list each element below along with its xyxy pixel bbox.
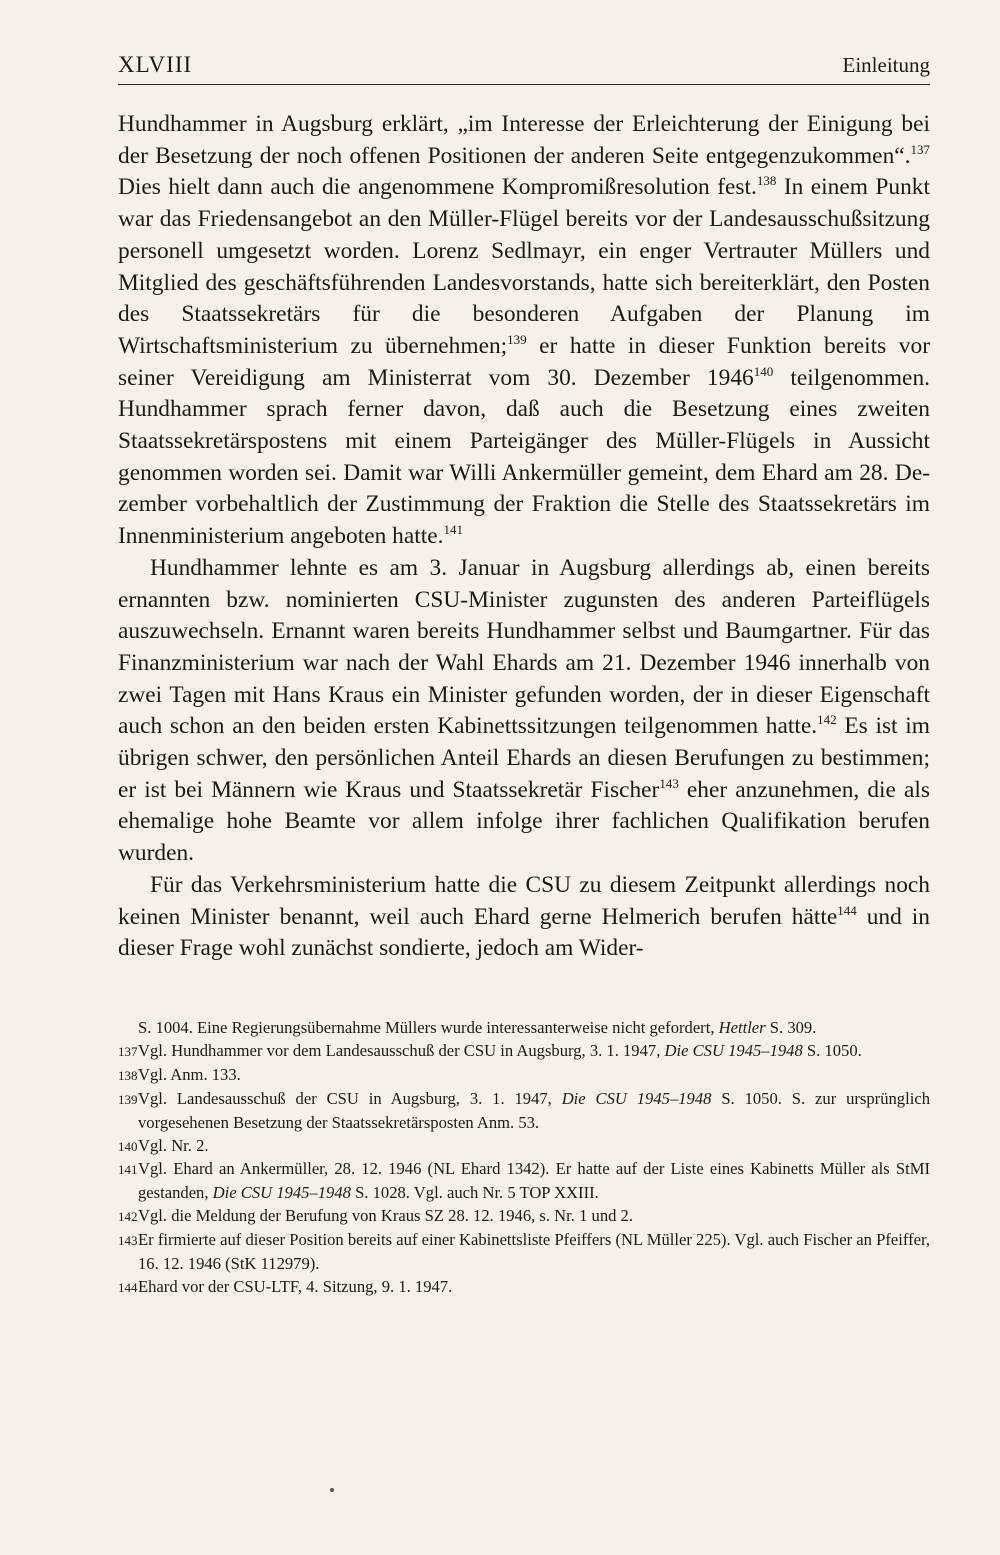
- page-number: XLVIII: [118, 52, 193, 77]
- text-run: Vgl. Hundhammer vor dem Landesausschuß der CSU in Augsburg, 3. 1. 1947,: [138, 1040, 665, 1060]
- footnote-reference: 137: [910, 141, 930, 157]
- footnote: [118, 1205, 930, 1229]
- footnote-number: 144: [118, 1279, 138, 1295]
- text-run: In einem Punkt war das Friedensangebot an den Müller-Flügel bereits vor der Landesausschußsitzung personell umgesetzt worden. Lorenz Sedlmayr, ein enger Vertrauter Müllers und Mitglied des geschäftsführenden Landesvorstands, hatte sich bereiterklärt, den Posten des Staatssekretärs für die besonderen Aufgaben der Planung im Wirtschaftsministerium zu übernehmen;: [118, 174, 930, 359]
- italic-citation: Die CSU 1945–1948: [561, 1088, 712, 1108]
- italic-citation: Hettler: [718, 1017, 766, 1037]
- footnote-number: 137: [118, 1043, 138, 1059]
- footnote: [118, 1158, 930, 1205]
- footnote-reference: 143: [659, 775, 679, 791]
- footnote-reference: 142: [817, 712, 837, 728]
- section-title: Einleitung: [842, 53, 930, 77]
- text-run: S. 1050. S. zur ursprünglich vorgesehenen Besetzung der Staatssekretärsposten Anm. 53.: [138, 1088, 930, 1132]
- text-run: Ehard vor der CSU-LTF, 4. Sitzung, 9. 1. 1947.: [138, 1276, 453, 1296]
- text-run: Vgl. Nr. 2.: [138, 1135, 209, 1155]
- footnote-number: 139: [118, 1091, 138, 1107]
- paragraph: [118, 553, 930, 870]
- paper-speck: [330, 1488, 334, 1492]
- text-run: Hundhammer in Augsburg erklärt, „im Interesse der Erleichterung der Einigung bei der Besetzung der noch offenen Positionen der anderen Seite entgegenzukommen“.: [118, 111, 930, 169]
- footnote: [118, 1135, 930, 1159]
- paragraph: [118, 109, 930, 553]
- text-run: Hundhammer lehnte es am 3. Januar in Augsburg allerdings ab, einen bereits ernannten bzw. nominierten CSU-Minister zugunsten des anderen Parteiflügels auszuwechseln. Ernannt waren bereits Hundhammer selbst und Baumgartner. Für das Finanzministerium war nach der Wahl Ehards am 21. Dezember 1946 innerhalb von zwei Tagen mit Hans Kraus ein Minister gefunden worden, der in dieser Eigenschaft auch schon an den beiden ersten Kabinettssitzungen teilgenommen hatte.: [118, 554, 930, 740]
- footnote: [118, 1088, 930, 1135]
- text-run: Vgl. Ehard an Ankermüller, 28. 12. 1946 (NL Ehard 1342). Er hatte auf der Liste eines Kabinetts Müller als StMI gestanden,: [138, 1159, 930, 1203]
- footnote-number: 138: [118, 1067, 138, 1083]
- footnote: [118, 1064, 930, 1088]
- text-run: Es ist im übrigen schwer, den persönlichen Anteil Ehards an diesen Berufungen zu bestimmen; er ist bei Männern wie Kraus und Staatssekretär Fischer: [118, 713, 930, 803]
- running-header: [118, 44, 930, 85]
- text-run: S. 309.: [765, 1017, 817, 1037]
- text-run: er hatte in dieser Funktion bereits vor seiner Vereidigung am Ministerrat vom 30. Dezember 1946: [118, 332, 930, 391]
- footnote-number: 140: [118, 1138, 138, 1154]
- body-text: [118, 109, 930, 965]
- text-run: S. 1004. Eine Regierungsübernahme Müllers wurde interessanterweise nicht gefordert,: [138, 1017, 719, 1037]
- paragraph: [118, 870, 930, 965]
- text-run: Für das Verkehrsministerium hatte die CSU zu diesem Zeitpunkt allerdings noch keinen Minister benannt, weil auch Ehard gerne Helmerich berufen hätte: [118, 871, 930, 930]
- page: [118, 44, 930, 1300]
- text-run: Dies hielt dann auch die angenommene Kompromißresolution fest.: [118, 174, 757, 201]
- footnote: [118, 1229, 930, 1276]
- text-run: und in dieser Frage wohl zunächst sondierte, jedoch am Wider-: [118, 903, 930, 962]
- text-run: Er firmierte auf dieser Position bereits auf einer Kabinettsliste Pfeiffers (NL Müller 225). Vgl. auch Fischer an Pfeiffer, 16. 12. 1946 (StK 112979).: [138, 1230, 930, 1274]
- footnote: [118, 1040, 930, 1064]
- footnote: [118, 1276, 930, 1300]
- italic-citation: Die CSU 1945–1948: [664, 1040, 803, 1060]
- footnote: [118, 1017, 930, 1040]
- footnote-reference: 144: [837, 902, 857, 918]
- footnote-number: 143: [118, 1233, 138, 1249]
- footnote-reference: 140: [753, 363, 774, 379]
- text-run: S. 1050.: [802, 1040, 862, 1060]
- text-run: S. 1028. Vgl. auch Nr. 5 TOP XXIII.: [350, 1183, 599, 1203]
- footnote-reference: 139: [507, 331, 527, 347]
- text-run: eher anzunehmen, die als ehemalige hohe Beamte vor allem infolge ihrer fachlichen Qualifikation berufen wurden.: [118, 776, 930, 867]
- footnote-reference: 138: [756, 173, 777, 189]
- footnote-number: 141: [118, 1162, 138, 1178]
- footnote-number: 142: [118, 1209, 138, 1225]
- text-run: Vgl. Anm. 133.: [138, 1064, 241, 1084]
- text-run: Vgl. Landesausschuß der CSU in Augsburg, 3. 1. 1947,: [138, 1088, 562, 1108]
- footnote-reference: 141: [443, 522, 463, 538]
- text-run: teilgenommen. Hundhammer sprach ferner davon, daß auch die Besetzung eines zweiten Staatssekretärspostens mit einem Parteigänger des Müller-Flügels in Aussicht genommen worden sei. Damit war Willi Ankermüller gemeint, dem Ehard am 28. Dezember vorbehaltlich der Zustimmung der Fraktion die Stelle des Staatssekretärs im Innenministerium angeboten hatte.: [118, 364, 930, 550]
- italic-citation: Die CSU 1945–1948: [212, 1183, 351, 1203]
- footnotes: [118, 1017, 930, 1300]
- text-run: Vgl. die Meldung der Berufung von Kraus SZ 28. 12. 1946, s. Nr. 1 und 2.: [138, 1206, 634, 1226]
